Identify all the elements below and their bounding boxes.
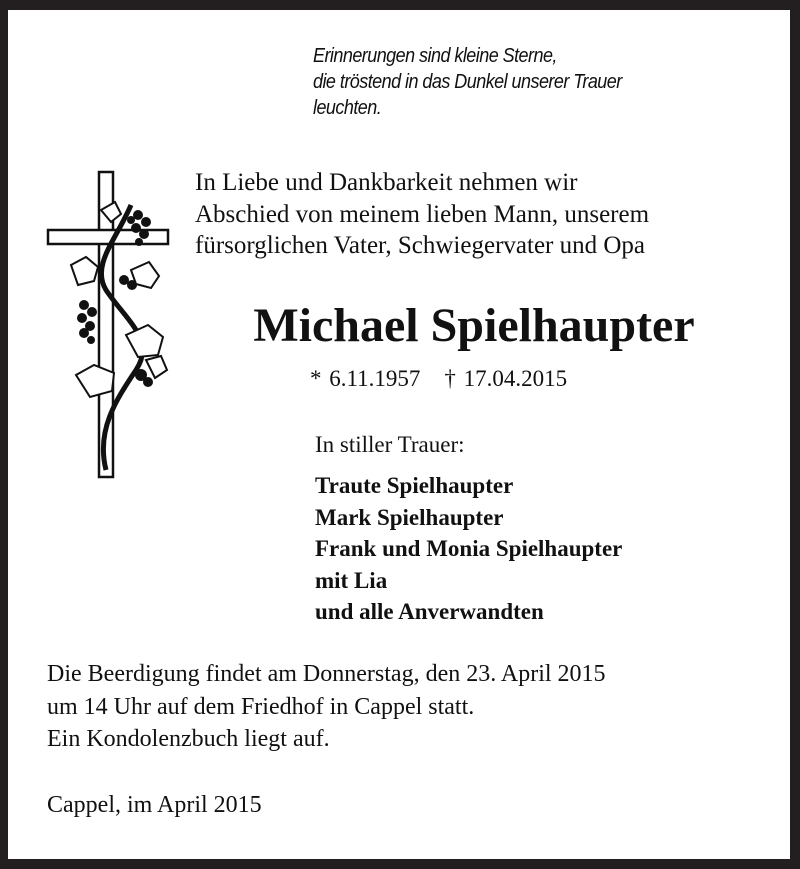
place-date: Cappel, im April 2015 (47, 792, 262, 818)
mourners-list (315, 470, 622, 628)
mourner: Traute Spielhaupter (315, 473, 514, 498)
death-date: † 17.04.2015 (444, 366, 568, 391)
birth-date: * 6.11.1957 (310, 366, 421, 391)
intro-line: In Liebe und Dankbarkeit nehmen wir (195, 169, 578, 196)
poem-line: leuchten. (313, 97, 382, 119)
mourner: mit Lia (315, 567, 388, 593)
poem-line: Erinnerungen sind kleine Sterne, (313, 45, 557, 67)
funeral-line: Die Beerdigung findet am Donnerstag, den 23. April 2015 (47, 661, 606, 687)
mourning-label: In stiller Trauer: (315, 432, 465, 457)
mourner: Frank und Monia Spielhaupter (315, 536, 623, 561)
poem-line: die tröstend in das Dunkel unserer Trauer (313, 71, 622, 93)
intro-line: Abschied von meinem lieben Mann, unserem (195, 200, 650, 228)
poem (313, 43, 622, 121)
obituary-notice (8, 10, 790, 859)
funeral-line: Ein Kondolenzbuch liegt auf. (47, 726, 330, 752)
intro-line: fürsorglichen Vater, Schwiegervater und Opa (195, 232, 646, 259)
funeral-line: um 14 Uhr auf dem Friedhof in Cappel statt. (47, 693, 475, 720)
deceased-name: Michael Spielhaupter (253, 299, 695, 352)
mourner: Mark Spielhaupter (315, 504, 504, 530)
life-dates (310, 366, 591, 392)
funeral-info (47, 658, 606, 756)
intro-text (195, 167, 649, 262)
mourner: und alle Anverwandten (315, 599, 544, 624)
